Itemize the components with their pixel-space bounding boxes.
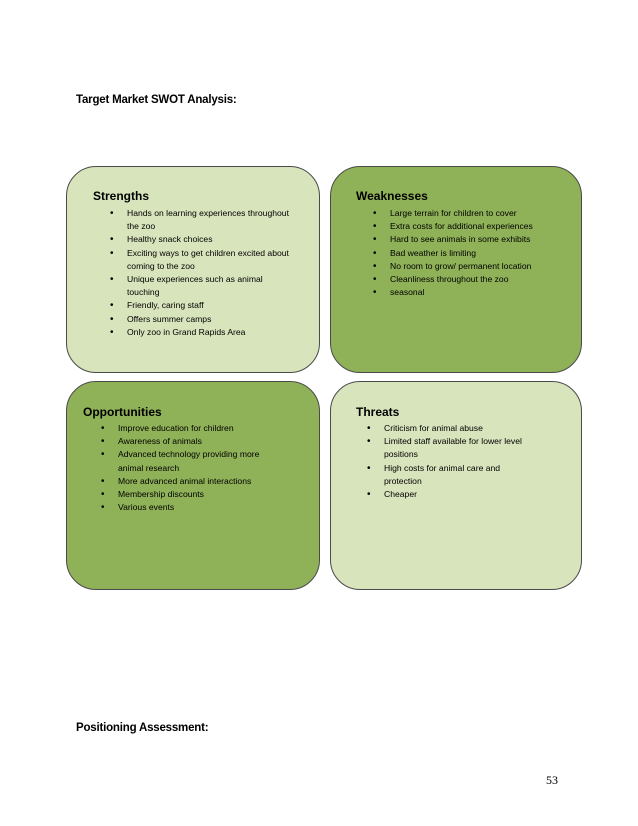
swot-heading: Target Market SWOT Analysis: [76, 94, 237, 106]
list-item: • Hands on learning experiences throughout the zoo [110, 207, 290, 233]
list-item: • Healthy snack choices [110, 233, 290, 246]
list-item: • Advanced technology providing more animal research [101, 448, 281, 474]
list-item: • Exciting ways to get children excited about coming to the zoo [110, 247, 290, 273]
list-item: • Limited staff available for lower level positions [367, 435, 532, 461]
list-item: • Offers summer camps [110, 313, 290, 326]
list-item: • seasonal [373, 286, 545, 299]
list-item: • Improve education for children [101, 422, 281, 435]
list-item: • More advanced animal interactions [101, 475, 281, 488]
list-item: • Friendly, caring staff [110, 299, 290, 312]
threats-box [330, 381, 582, 590]
threats-title: Threats [356, 405, 400, 419]
opportunities-title: Opportunities [83, 405, 162, 419]
list-item: • No room to grow/ permanent location [373, 260, 545, 273]
page-number: 53 [546, 773, 558, 787]
list-item: • Only zoo in Grand Rapids Area [110, 326, 290, 339]
list-item: • Cheaper [367, 488, 532, 501]
strengths-title: Strengths [93, 189, 150, 203]
list-item: • High costs for animal care and protection [367, 462, 532, 488]
opportunities-list [101, 422, 281, 514]
weaknesses-title: Weaknesses [356, 189, 428, 203]
strengths-list [110, 207, 290, 339]
list-item: • Cleanliness throughout the zoo [373, 273, 545, 286]
positioning-heading: Positioning Assessment: [76, 722, 209, 734]
strengths-box [66, 166, 320, 373]
weaknesses-list [373, 207, 545, 299]
list-item: • Hard to see animals in some exhibits [373, 233, 545, 246]
list-item: • Unique experiences such as animal touching [110, 273, 290, 299]
list-item: • Extra costs for additional experiences [373, 220, 545, 233]
list-item: • Bad weather is limiting [373, 247, 545, 260]
list-item: • Large terrain for children to cover [373, 207, 545, 220]
threats-list [367, 422, 532, 501]
list-item: • Awareness of animals [101, 435, 281, 448]
list-item: • Various events [101, 501, 281, 514]
weaknesses-box [330, 166, 582, 373]
list-item: • Criticism for animal abuse [367, 422, 532, 435]
opportunities-box [66, 381, 320, 590]
list-item: • Membership discounts [101, 488, 281, 501]
